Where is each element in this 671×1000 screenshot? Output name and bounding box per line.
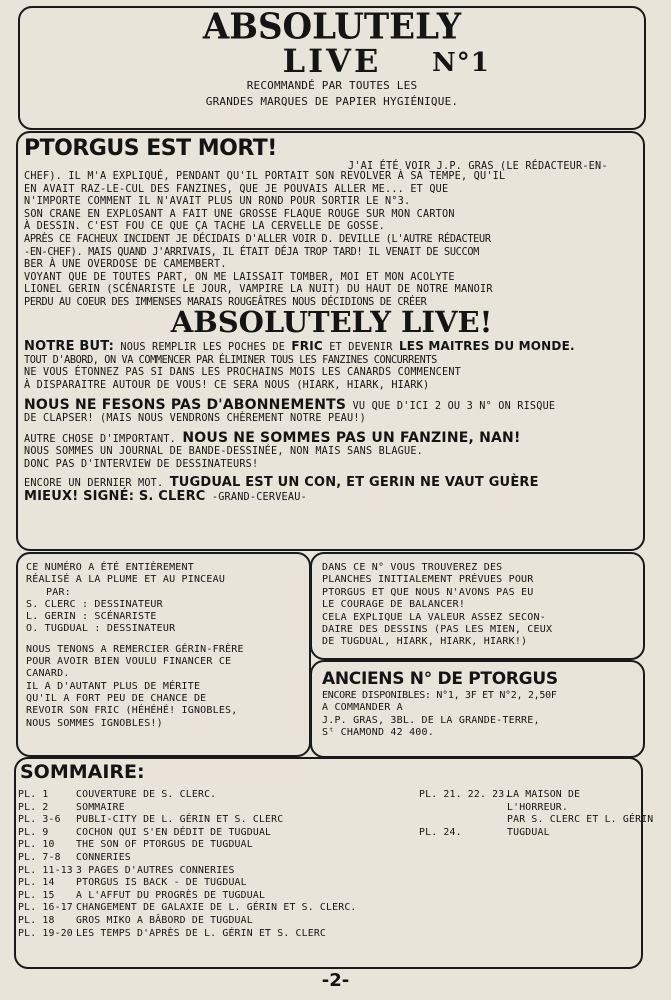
toc-page-ref: PL. 15 xyxy=(18,889,55,901)
toc-row xyxy=(419,827,639,840)
but-fric: FRIC xyxy=(291,339,323,354)
toc-entry-title: THE SON OF PTORGUS DE TUGDUAL xyxy=(76,839,253,851)
toc-row xyxy=(18,839,403,852)
toc-right xyxy=(419,789,654,839)
toc-entry-title: TUGDUAL xyxy=(507,826,550,838)
editorial-line-3: N'IMPORTE COMMENT IL N'AVAIT PLUS UN ROND POUR SORTIR LE N°3. xyxy=(24,196,411,208)
editorial-line-7: -EN-CHEF). MAIS QUAND J'ARRIVAIS, IL ÉTAIT DÉJA TROP TARD! IL VENAIT DE SUCCOM xyxy=(24,246,480,258)
toc-page-ref: PL. 14 xyxy=(18,877,55,889)
toc-entry-title: GROS MIKO A BÂBORD DE TUGDUAL xyxy=(76,914,253,926)
encore-big: TUGDUAL EST UN CON, ET GERIN NE VAUT GUÈRE xyxy=(169,475,539,491)
but-line-2: À DISPARAITRE AUTOUR DE VOUS! CE SERA NOUS (HIARK, HIARK, HIARK) xyxy=(24,379,430,391)
planches-box xyxy=(310,552,645,660)
encore-signature: -GRAND-CERVEAU- xyxy=(211,492,307,504)
autre-3: DONC PAS D'INTERVIEW DE DESSINATEURS! xyxy=(24,458,259,470)
editorial-box xyxy=(16,131,645,551)
planches-line-1: PLANCHES INITIALEMENT PRÉVUES POUR xyxy=(322,574,534,586)
sommaire-heading: SOMMAIRE: xyxy=(20,761,145,783)
but-text-2: ET DEVENIR xyxy=(329,342,393,354)
toc-entry-title: L'HORREUR. xyxy=(507,801,568,813)
tagline xyxy=(20,78,644,110)
encore-1: ENCORE UN DERNIER MOT. xyxy=(24,478,164,490)
toc-left xyxy=(18,789,403,940)
editorial-line-1: CHEF). IL M'A EXPLIQUÉ, PENDANT QU'IL PORTAIT SON REVOLVER À SA TEMPE, QU'IL xyxy=(24,171,506,182)
toc-page-ref: PL. 7-8 xyxy=(18,851,61,863)
planches-line-6: DE TUGDUAL, HIARK, HIARK, HIARK!) xyxy=(322,636,528,648)
thanks-5: REVOIR SON FRIC (HÉHÉHÉ! IGNOBLES, xyxy=(26,705,238,717)
autre-2: NOUS SOMMES UN JOURNAL DE BANDE-DESSINÉE, NON MAIS SANS BLAGUE. xyxy=(24,446,424,458)
editorial-line-10: LIONEL GERIN (SCÉNARISTE LE JOUR, VAMPIRE LA NUIT) DU HAUT DE NOTRE MANOIR xyxy=(24,284,493,296)
toc-row xyxy=(18,802,403,815)
toc-page-ref: PL. 19-20 xyxy=(18,927,73,939)
toc-page-ref: PL. 1 xyxy=(18,789,49,800)
issue-number: N°1 xyxy=(432,48,490,78)
but-maitres: LES MAITRES DU MONDE. xyxy=(398,339,575,354)
toc-row xyxy=(18,865,403,878)
toc-entry-title: PAR S. CLERC ET L. GÉRIN xyxy=(507,814,654,826)
toc-row xyxy=(419,802,639,815)
toc-entry-title: CHANGEMENT DE GALAXIE DE L. GÉRIN ET S. CLERC. xyxy=(76,902,357,914)
editorial-line-2: EN AVAIT RAZ-LE-CUL DES FANZINES, QUE JE POUVAIS ALLER ME... ET QUE xyxy=(24,183,449,195)
encore-mieux: MIEUX! SIGNÉ: S. CLERC xyxy=(24,489,206,505)
toc-row xyxy=(18,852,403,865)
toc-row xyxy=(18,789,403,802)
headline: PTORGUS EST MORT! xyxy=(24,136,277,161)
editorial-line-0: J'AI ÉTÉ VOIR J.P. GRAS (LE RÉDACTEUR-EN- xyxy=(348,161,608,172)
toc-page-ref: PL. 24. xyxy=(419,826,462,838)
toc-page-ref: PL. 3-6 xyxy=(18,814,61,826)
toc-page-ref: PL. 18 xyxy=(18,914,55,926)
toc-entry-title: PUBLI-CITY DE L. GÉRIN ET S. CLERC xyxy=(76,814,284,826)
toc-entry-title: A L'AFFUT DU PROGRÈS DE TUGDUAL xyxy=(76,889,266,901)
credits-intro-1: RÉALISÉ A LA PLUME ET AU PINCEAU xyxy=(26,574,226,586)
planches-line-0: DANS CE N° VOUS TROUVEREZ DES xyxy=(322,562,503,573)
but-line-0: TOUT D'ABORD, ON VA COMMENCER PAR ÉLIMINER TOUS LES FANZINES CONCURRENTS xyxy=(24,354,437,366)
thanks-4: QU'IL A FORT PEU DE CHANCE DE xyxy=(26,692,207,704)
anciens-line-2: J.P. GRAS, 3BL. DE LA GRANDE-TERRE, xyxy=(322,714,540,726)
editorial-text xyxy=(24,136,639,505)
toc-row xyxy=(18,890,403,903)
toc-row xyxy=(419,789,639,802)
sommaire-box xyxy=(14,757,654,969)
toc-page-ref: PL. 11-13 xyxy=(18,864,73,876)
planches-line-4: CELA EXPLIQUE LA VALEUR ASSEZ SECON- xyxy=(322,611,546,623)
toc-entry-title: PTORGUS IS BACK - DE TUGDUAL xyxy=(76,877,247,889)
anciens-line-1: A COMMANDER A xyxy=(322,702,403,714)
toc-entry-title: LES TEMPS D'APRÈS DE L. GÉRIN ET S. CLERC xyxy=(76,927,327,939)
anciens-heading: ANCIENS N° DE PTORGUS xyxy=(322,669,558,689)
abo-text-1: VU QUE D'ICI 2 OU 3 N° ON RISQUE xyxy=(352,400,556,412)
autre-1: AUTRE CHOSE D'IMPORTANT. xyxy=(24,433,177,445)
autre-big: NOUS NE SOMMES PAS UN FANZINE, NAN! xyxy=(182,429,521,446)
editorial-line-5: À DESSIN. C'EST FOU CE QUE ÇA TACHE LA CERVELLE DE GOSSE. xyxy=(24,221,386,233)
toc-row xyxy=(18,827,403,840)
thanks-6: NOUS SOMMES IGNOBLES!) xyxy=(26,717,163,729)
tagline-line-1: RECOMMANDÉ PAR TOUTES LES xyxy=(246,79,418,92)
toc-row xyxy=(18,814,403,827)
editorial-line-11: PERDU AU COEUR DES IMMENSES MARAIS ROUGEÂTRES NOUS DÉCIDIONS DE CRÉER xyxy=(24,296,427,308)
toc-page-ref: PL. 9 xyxy=(18,826,49,838)
tagline-line-2: GRANDES MARQUES DE PAPIER HYGIÉNIQUE. xyxy=(205,95,459,108)
thanks-0: NOUS TENONS A REMERCIER GÉRIN-FRÈRE xyxy=(26,643,244,655)
planches-line-2: PTORGUS ET QUE NOUS N'AVONS PAS EU xyxy=(322,586,534,598)
toc-entry-title: COCHON QUI S'EN DÉDIT DE TUGDUAL xyxy=(76,826,272,838)
toc-page-ref: PL. 10 xyxy=(18,839,55,851)
but-label: NOTRE BUT: xyxy=(24,339,115,355)
toc-entry-title: SOMMAIRE xyxy=(76,801,125,813)
logo-absolutely-live: ABSOLUTELY LIVE! xyxy=(170,304,493,339)
toc-entry-title: 3 PAGES D'AUTRES CONNERIES xyxy=(76,864,235,876)
toc-row xyxy=(18,877,403,890)
editorial-line-4: SON CRANE EN EXPLOSANT A FAIT UNE GROSSE FLAQUE ROUGE SUR MON CARTON xyxy=(24,208,455,220)
title-line-2: LIVE xyxy=(282,42,382,80)
credits-intro-0: CE NUMÉRO A ÉTÉ ENTIÈREMENT xyxy=(26,562,194,573)
toc-page-ref: PL. 21. 22. 23. xyxy=(419,789,511,800)
anciens-line-3: Sᵗ CHAMOND 42 400. xyxy=(322,727,434,739)
toc-row xyxy=(18,928,403,941)
title-logo xyxy=(20,6,644,80)
planches-line-5: DAIRE DES DESSINS (PAS LES MIEN, CEUX xyxy=(322,624,553,636)
editorial-line-9: VOYANT QUE DE TOUTES PART, ON ME LAISSAIT TOMBER, MOI ET MON ACOLYTE xyxy=(24,271,455,283)
title-line-1: ABSOLUTELY xyxy=(202,6,462,49)
anciens-line-0: ENCORE DISPONIBLES: N°1, 3F ET N°2, 2,50F xyxy=(322,690,557,701)
credits-intro-2: PAR: xyxy=(46,586,71,598)
toc-entry-title: COUVERTURE DE S. CLERC. xyxy=(76,789,217,800)
but-line-1: NE VOUS ÉTONNEZ PAS SI DANS LES PROCHAINS MOIS LES CANARDS COMMENCENT xyxy=(24,367,462,379)
editorial-line-6: APRÈS CE FACHEUX INCIDENT JE DÉCIDAIS D'ALLER VOIR D. DEVILLE (L'AUTRE RÉDACTEUR xyxy=(24,233,491,245)
credit-person-1: L. GERIN : SCÉNARISTE xyxy=(26,611,157,623)
thanks-1: POUR AVOIR BIEN VOULU FINANCER CE xyxy=(26,656,232,668)
thanks-3: IL A D'AUTANT PLUS DE MÉRITE xyxy=(26,680,201,692)
credits-box xyxy=(16,552,311,757)
thanks-2: CANARD. xyxy=(26,668,70,680)
credit-person-0: S. CLERC : DESSINATEUR xyxy=(26,598,163,610)
toc-page-ref: PL. 16-17 xyxy=(18,902,73,914)
planches-line-3: LE COURAGE DE BALANCER! xyxy=(322,599,466,611)
header-box xyxy=(18,6,646,130)
page-number: -2- xyxy=(321,970,350,991)
toc-row xyxy=(18,902,403,915)
credit-person-2: O. TUGDUAL : DESSINATEUR xyxy=(26,623,176,635)
abo-label: NOUS NE FESONS PAS D'ABONNEMENTS xyxy=(24,396,347,413)
toc-entry-title: LA MAISON DE xyxy=(507,789,581,800)
abo-text-2: DE CLAPSER! (MAIS NOUS VENDRONS CHÈREMENT NOTRE PEAU!) xyxy=(24,413,367,425)
anciens-box xyxy=(310,660,645,758)
toc-row xyxy=(419,814,654,827)
editorial-line-8: BER À UNE OVERDOSE DE CAMEMBERT. xyxy=(24,259,227,271)
toc-row xyxy=(18,915,403,928)
toc-page-ref: PL. 2 xyxy=(18,801,49,813)
but-text-1: NOUS REMPLIR LES POCHES DE xyxy=(120,342,286,354)
toc-entry-title: CONNERIES xyxy=(76,851,131,863)
